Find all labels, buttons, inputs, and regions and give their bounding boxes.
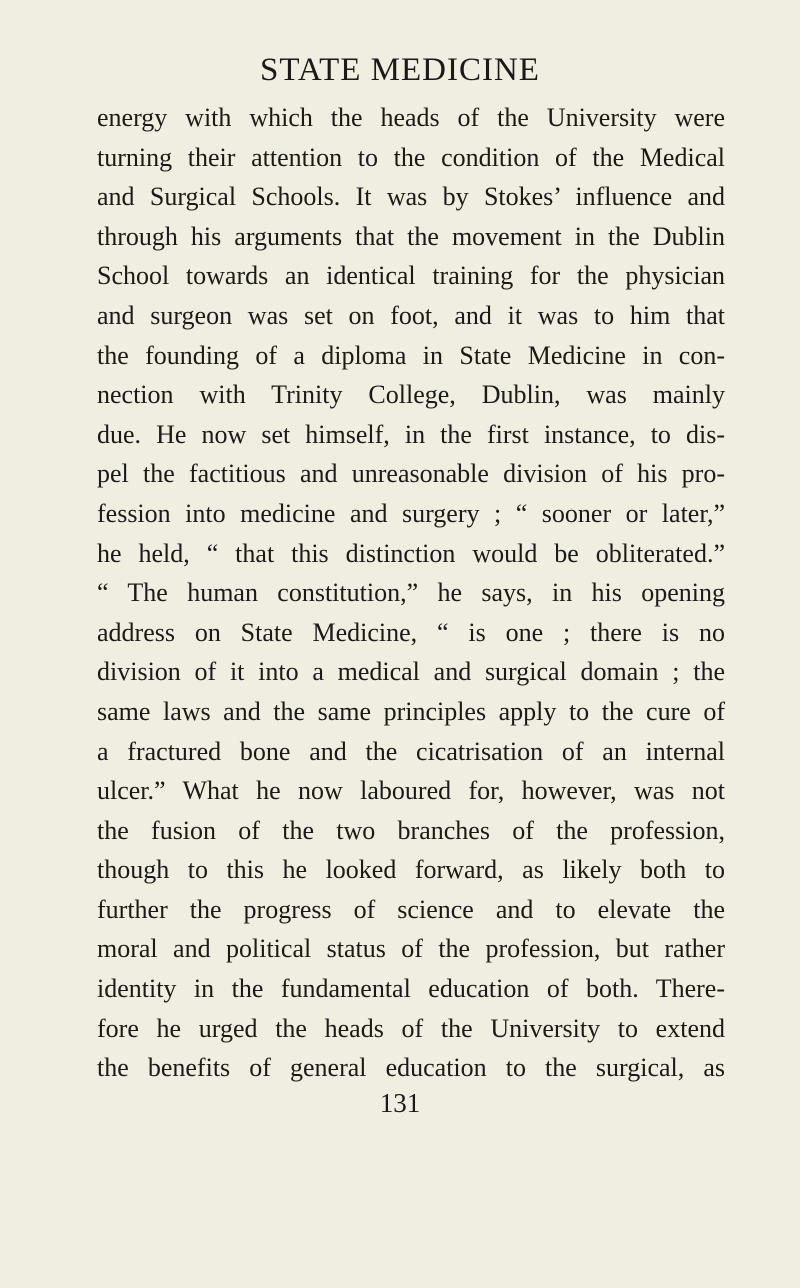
text-line: though to this he looked forward, as likely both to bbox=[97, 855, 725, 885]
text-line: moral and political status of the profession, but rather bbox=[97, 934, 725, 964]
text-line: and Surgical Schools. It was by Stokes’ influence and bbox=[97, 182, 725, 212]
text-line: address on State Medicine, “ is one ; there is no bbox=[97, 617, 725, 647]
text-line: same laws and the same principles apply to the cure of bbox=[97, 696, 725, 726]
text-line: fession into medicine and surgery ; “ sooner or later,” bbox=[97, 498, 725, 528]
text-line: School towards an identical training for the physician bbox=[97, 261, 725, 291]
text-line: through his arguments that the movement in the Dublin bbox=[97, 221, 725, 251]
text-line: pel the factitious and unreasonable division of his pro- bbox=[97, 459, 725, 489]
body-text bbox=[97, 98, 725, 1088]
text-line: nection with Trinity College, Dublin, was mainly bbox=[97, 380, 725, 410]
text-line: and surgeon was set on foot, and it was to him that bbox=[97, 300, 725, 330]
text-line: fore he urged the heads of the University to extend bbox=[97, 1013, 725, 1043]
text-line: the founding of a diploma in State Medicine in con- bbox=[97, 340, 725, 370]
text-line: the fusion of the two branches of the profession, bbox=[97, 815, 725, 845]
text-line: a fractured bone and the cicatrisation of an internal bbox=[97, 736, 725, 766]
text-line: identity in the fundamental education of both. There- bbox=[97, 974, 725, 1004]
text-line: turning their attention to the condition of the Medical bbox=[97, 142, 725, 172]
text-line: ulcer.” What he now laboured for, however, was not bbox=[97, 776, 725, 806]
text-line: “ The human constitution,” he says, in his opening bbox=[97, 578, 725, 608]
running-head: STATE MEDICINE bbox=[260, 52, 540, 88]
text-line: due. He now set himself, in the first instance, to dis- bbox=[97, 419, 725, 449]
text-line: energy with which the heads of the University were bbox=[97, 103, 725, 132]
page-number: 131 bbox=[379, 1088, 421, 1118]
text-line: further the progress of science and to elevate the bbox=[97, 894, 725, 924]
text-line: the benefits of general education to the surgical, as bbox=[97, 1053, 725, 1083]
text-line: he held, “ that this distinction would be obliterated.” bbox=[97, 538, 725, 568]
text-line: division of it into a medical and surgical domain ; the bbox=[97, 657, 725, 687]
